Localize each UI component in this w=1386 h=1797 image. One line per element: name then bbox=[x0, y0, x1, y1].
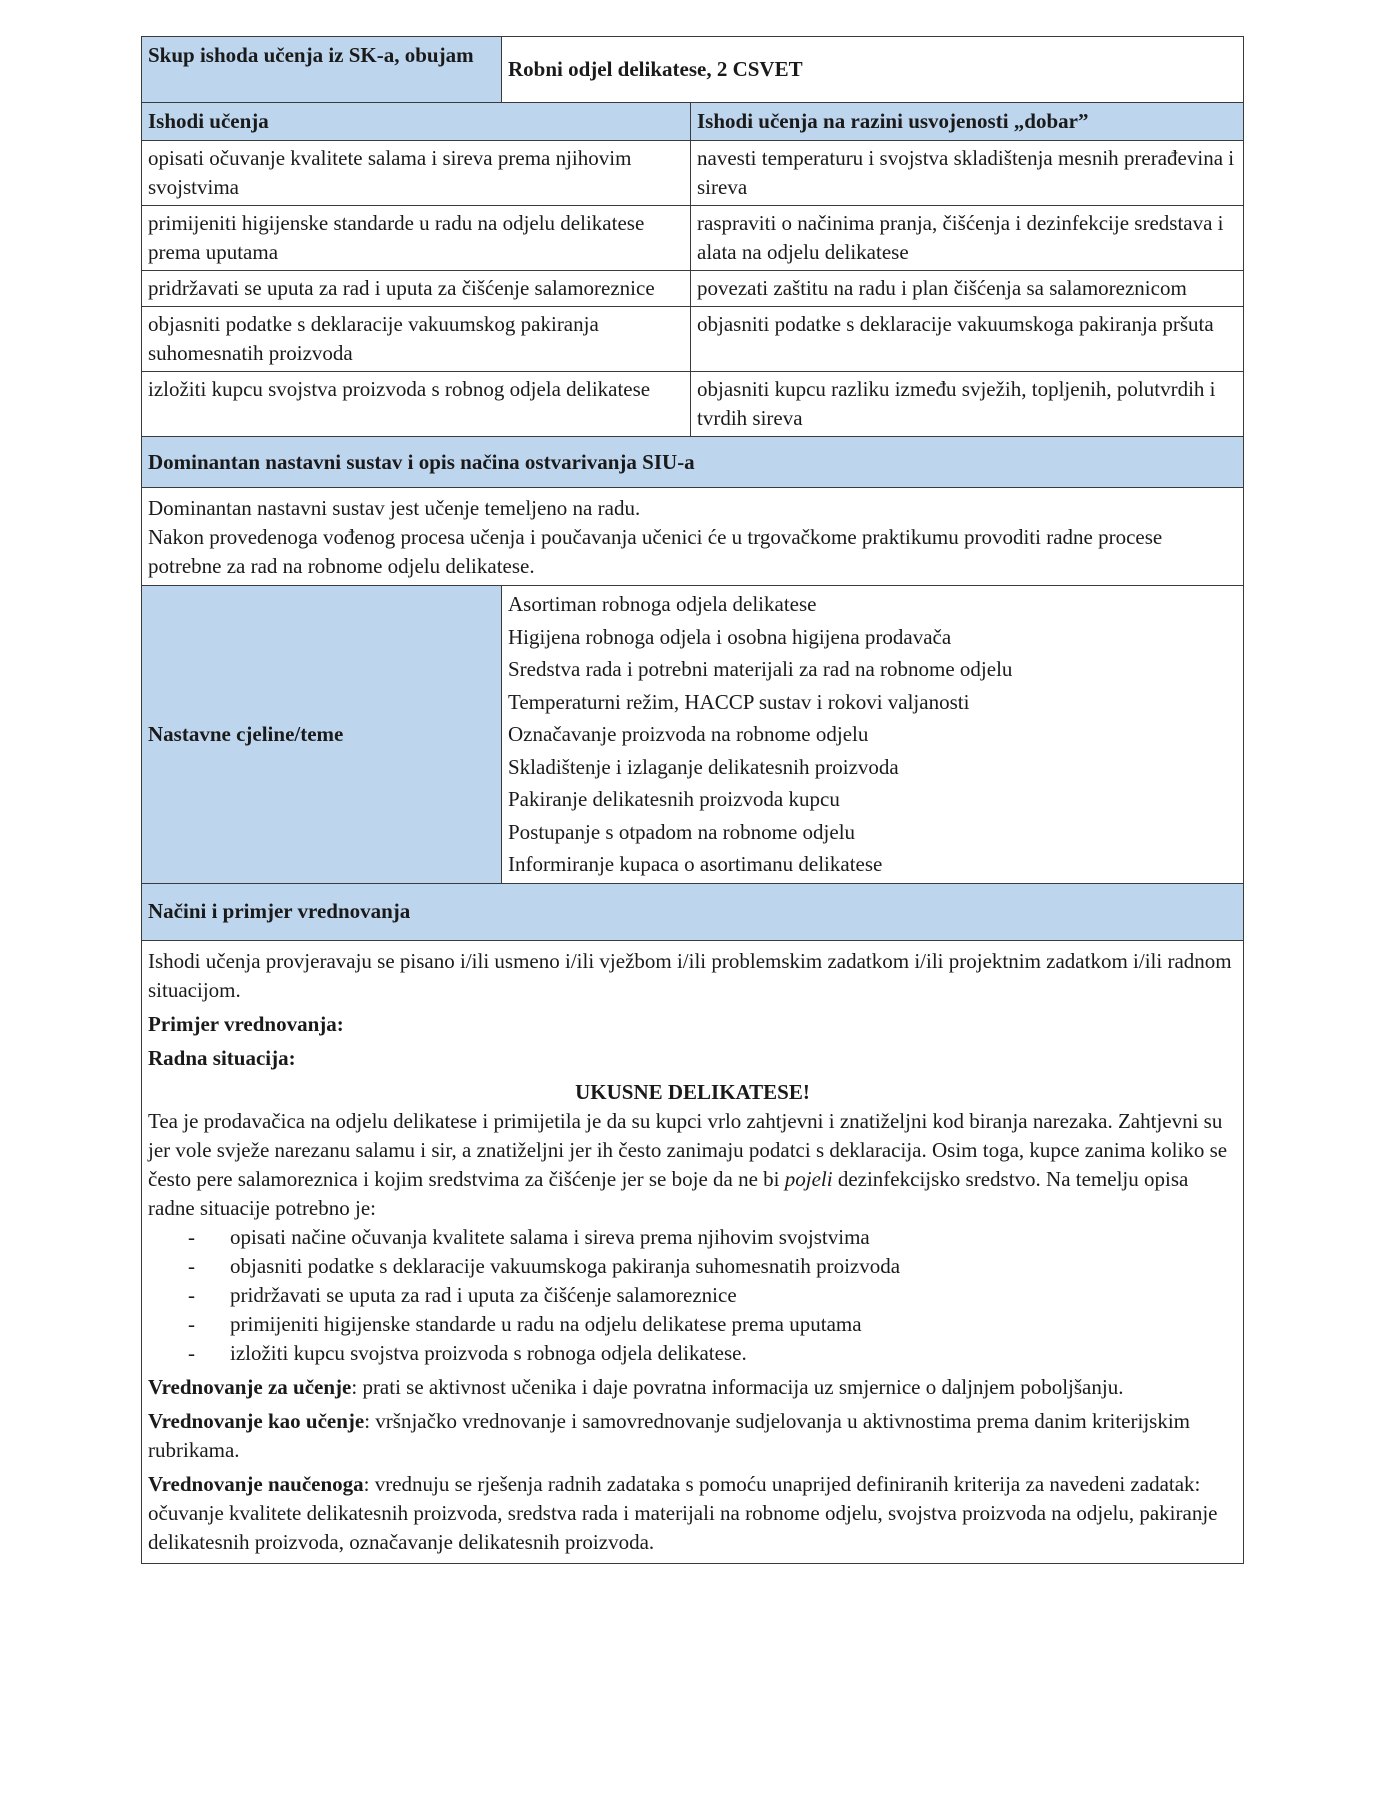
task-item: - pridržavati se uputa za rad i uputa za čišćenje salamoreznice bbox=[188, 1281, 1237, 1310]
outcome-cell: pridržavati se uputa za rad i uputa za čišćenje salamoreznice bbox=[142, 271, 691, 307]
of-learning-label: Vrednovanje naučenoga bbox=[148, 1471, 364, 1496]
for-learning-label: Vrednovanje za učenje bbox=[148, 1374, 352, 1399]
task-item: - opisati načine očuvanja kvalitete salama i sireva prema njihovim svojstvima bbox=[188, 1223, 1237, 1252]
task-item: - objasniti podatke s deklaracije vakuumskoga pakiranja suhomesnatih proizvoda bbox=[188, 1252, 1237, 1281]
as-learning-text: : vršnjačko vrednovanje i samovrednovanje sudjelovanja u aktivnostima prema danim kriterijskim rubrikama. bbox=[148, 1408, 1191, 1462]
outcome-cell: izložiti kupcu svojstva proizvoda s robnog odjela delikatese bbox=[142, 372, 691, 437]
evaluation-intro: Ishodi učenja provjeravaju se pisano i/ili usmeno i/ili vježbom i/ili problemskim zadatkom i/ili projektnim zadatkom i/ili radnom situacijom. bbox=[148, 948, 1232, 1002]
teaching-system-paragraph: Dominantan nastavni sustav jest učenje temeljeno na radu. bbox=[148, 496, 641, 520]
situation-text-before: Tea je prodavačica na odjelu delikatese i primijetila je da su kupci vrlo zahtjevni i znatiželjni kod biranja narezaka. Zahtjevni su jer vole svježe narezanu salamu i sir, a znatiželjni jer ih često zanimaju podatci s deklaracija. Osim toga, kupce zanima koliko se često pere salamoreznica i kojim sredstvima za čišćenje jer se boje da ne bi bbox=[148, 1108, 1228, 1191]
teaching-system-header-row bbox=[142, 437, 1244, 488]
outcome-row bbox=[142, 271, 1244, 307]
outcome-cell: objasniti podatke s deklaracije vakuumskog pakiranja suhomesnatih proizvoda bbox=[142, 307, 691, 372]
topic-item: Higijena robnoga odjela i osobna higijena prodavača bbox=[508, 624, 952, 649]
outcome-row bbox=[142, 141, 1244, 206]
task-item: - primijeniti higijenske standarde u radu na odjelu delikatese prema uputama bbox=[188, 1310, 1237, 1339]
situation-text-after: dezinfekcijsko sredstvo. Na temelju opisa radne situacije potrebno je: bbox=[148, 1166, 1189, 1220]
teaching-system-body-row bbox=[142, 488, 1244, 586]
learning-outcomes-table bbox=[141, 36, 1244, 1564]
topic-item: Postupanje s otpadom na robnome odjelu bbox=[508, 819, 856, 844]
good-level-cell: povezati zaštitu na radu i plan čišćenja sa salamoreznicom bbox=[691, 271, 1244, 307]
outcome-cell: primijeniti higijenske standarde u radu na odjelu delikatese prema uputama bbox=[142, 206, 691, 271]
good-level-col-header: Ishodi učenja na razini usvojenosti „dobar” bbox=[691, 103, 1244, 141]
good-level-cell: objasniti podatke s deklaracije vakuumskoga pakiranja pršuta bbox=[691, 307, 1244, 372]
task-list bbox=[148, 1223, 1237, 1368]
evaluation-header-row bbox=[142, 883, 1244, 940]
outcome-cell: opisati očuvanje kvalitete salama i sireva prema njihovim svojstvima bbox=[142, 141, 691, 206]
of-learning-text: : vrednuju se rješenja radnih zadataka s pomoću unaprijed definiranih kriterija za navedeni zadatak: očuvanje kvalitete delikatesnih proizvoda, sredstva rada i materijali na robnome odjelu, svojstva proizvoda na odjelu, pakiranje delikatesnih proizvoda, označavanje delikatesnih proizvoda. bbox=[148, 1471, 1218, 1554]
task-item: - izložiti kupcu svojstva proizvoda s robnoga odjela delikatese. bbox=[188, 1339, 1237, 1368]
topics-list bbox=[502, 586, 1244, 884]
example-label: Primjer vrednovanja: bbox=[148, 1011, 344, 1036]
topics-label: Nastavne cjeline/teme bbox=[142, 586, 502, 884]
situation-text-italic: pojeli bbox=[784, 1166, 833, 1191]
teaching-system-paragraph: Nakon provedenoga vođenog procesa učenja i poučavanja učenici će u trgovačkome praktikumu provoditi radne procese potrebne za rad na robnome odjelu delikatese. bbox=[148, 525, 1163, 578]
evaluation-body bbox=[142, 940, 1244, 1563]
topic-item: Asortiman robnoga odjela delikatese bbox=[508, 592, 817, 616]
topic-item: Temperaturni režim, HACCP sustav i rokovi valjanosti bbox=[508, 689, 970, 714]
outcome-set-label: Skup ishoda učenja iz SK-a, obujam bbox=[142, 37, 502, 103]
header-row bbox=[142, 37, 1244, 103]
outcomes-col-header: Ishodi učenja bbox=[142, 103, 691, 141]
outcome-set-value: Robni odjel delikatese, 2 CSVET bbox=[502, 37, 1244, 103]
for-learning-text: : prati se aktivnost učenika i daje povratna informacija uz smjernice o daljnjem poboljšanju. bbox=[351, 1374, 1124, 1399]
evaluation-body-row bbox=[142, 940, 1244, 1563]
outcome-row bbox=[142, 307, 1244, 372]
curriculum-document bbox=[141, 36, 1243, 1564]
good-level-cell: navesti temperaturu i svojstva skladištenja mesnih prerađevina i sireva bbox=[691, 141, 1244, 206]
topic-item: Skladištenje i izlaganje delikatesnih proizvoda bbox=[508, 754, 899, 779]
topic-item: Pakiranje delikatesnih proizvoda kupcu bbox=[508, 787, 840, 811]
teaching-system-title: Dominantan nastavni sustav i opis načina ostvarivanja SIU-a bbox=[142, 437, 1244, 488]
topic-item: Označavanje proizvoda na robnome odjelu bbox=[508, 722, 869, 746]
work-situation-label: Radna situacija: bbox=[148, 1045, 296, 1070]
teaching-system-body bbox=[142, 488, 1244, 586]
topic-item: Sredstva rada i potrebni materijali za rad na robnome odjelu bbox=[508, 657, 1013, 681]
work-situation-title: UKUSNE DELIKATESE! bbox=[575, 1079, 810, 1104]
good-level-cell: objasniti kupcu razliku između svježih, topljenih, polutvrdih i tvrdih sireva bbox=[691, 372, 1244, 437]
outcome-row bbox=[142, 206, 1244, 271]
outcomes-header-row bbox=[142, 103, 1244, 141]
evaluation-as-learning bbox=[148, 1407, 1237, 1465]
evaluation-title: Načini i primjer vrednovanja bbox=[142, 883, 1244, 940]
as-learning-label: Vrednovanje kao učenje bbox=[148, 1408, 365, 1433]
good-level-cell: raspraviti o načinima pranja, čišćenja i dezinfekcije sredstava i alata na odjelu delikatese bbox=[691, 206, 1244, 271]
evaluation-for-learning bbox=[148, 1373, 1237, 1402]
evaluation-of-learning bbox=[148, 1470, 1237, 1557]
outcome-row bbox=[142, 372, 1244, 437]
topics-row bbox=[142, 586, 1244, 884]
topic-item: Informiranje kupaca o asortimanu delikatese bbox=[508, 852, 883, 876]
work-situation-text bbox=[148, 1107, 1237, 1223]
